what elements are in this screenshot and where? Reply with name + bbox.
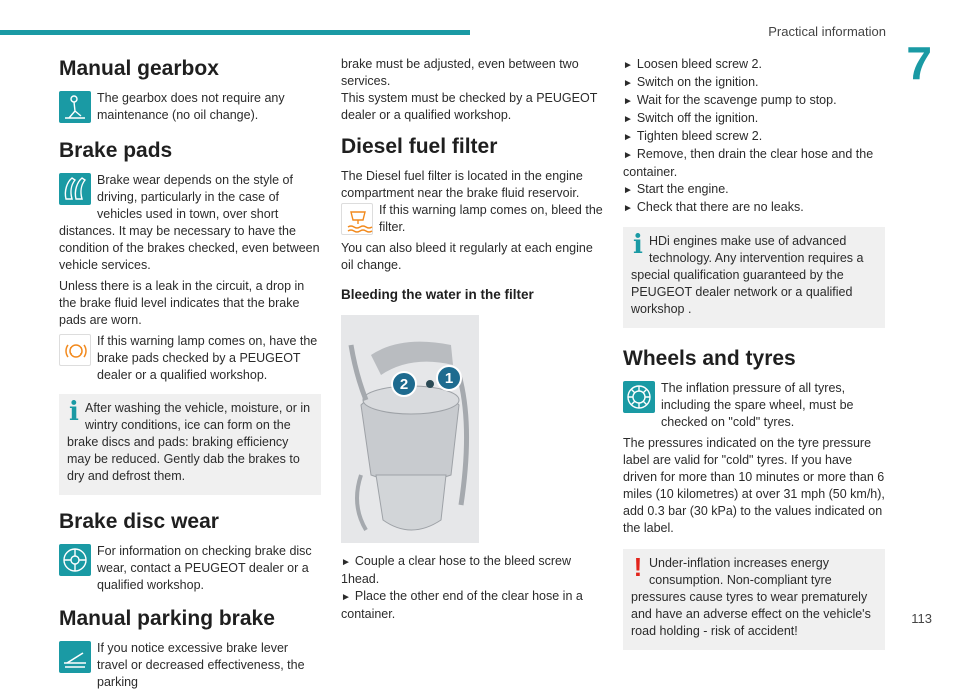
step-5: ► Tighten bleed screw 2. — [623, 129, 763, 143]
heading-diesel-fuel-filter: Diesel fuel filter — [341, 135, 498, 158]
heading-brake-disc-wear: Brake disc wear — [59, 510, 219, 533]
brake-disc-note — [59, 543, 321, 594]
step-4: ► Switch off the ignition. — [623, 111, 759, 125]
fuel-filter-illustration — [341, 315, 479, 543]
hdi-info-box — [623, 227, 885, 328]
step-7: ► Start the engine. — [623, 182, 729, 196]
bleed-step-2: ► Place the other end of the clear hose in a container. — [341, 589, 583, 621]
step-3: ► Wait for the scavenge pump to stop. — [623, 93, 837, 107]
brake-disc-text: For information on checking brake disc wear, contact a PEUGEOT dealer or a qualified workshop. — [97, 544, 312, 592]
parking-brake-text: If you notice excessive brake lever travel or decreased effectiveness, the parking — [97, 641, 305, 689]
tyre-warning-box — [623, 549, 885, 650]
water-lamp-note — [341, 202, 603, 236]
tyres-note — [623, 380, 885, 431]
tyres-text-2: The pressures indicated on the tyre pressure label are valid for "cold" tyres. If you have driven for more than 10 minutes or more than 6 miles (10 kilometres) at over 31 mph (50 km/h), add 0.3 bar (30 kPa) to the values indicated on the label. — [623, 436, 885, 535]
step-6: ► Remove, then drain the clear hose and the container. — [623, 147, 874, 179]
gearbox-note — [59, 90, 321, 124]
parking-brake-icon — [59, 641, 91, 673]
water-in-fuel-icon — [341, 203, 373, 235]
heading-manual-gearbox: Manual gearbox — [59, 57, 219, 80]
warning-icon: ! — [633, 552, 643, 582]
brake-lamp-text: If this warning lamp comes on, have the brake pads checked by a PEUGEOT dealer or a qualified workshop. — [97, 334, 318, 382]
gearbox-text: The gearbox does not require any maintenance (no oil change). — [97, 91, 285, 122]
brake-pad-icon — [59, 173, 91, 205]
step-1: ► Loosen bleed screw 2. — [623, 57, 762, 71]
brake-info-box — [59, 394, 321, 495]
brake-lamp-note — [59, 333, 321, 384]
page-number: 113 — [911, 611, 932, 626]
diesel-filter-text: The Diesel fuel filter is located in the engine compartment near the brake fluid reservoir. — [341, 169, 583, 200]
step-2: ► Switch on the ignition. — [623, 75, 759, 89]
callout-2: 2 — [399, 376, 409, 393]
parking-brake-continued: brake must be adjusted, even between two services. — [341, 57, 579, 88]
brake-pads-note — [59, 172, 321, 274]
parking-brake-note — [59, 640, 321, 691]
column-1 — [59, 56, 321, 695]
heading-manual-parking-brake: Manual parking brake — [59, 607, 275, 630]
brake-pads-text-2: Unless there is a leak in the circuit, a drop in the brake fluid level indicates that the brake pads are worn. — [59, 279, 305, 327]
heading-bleeding-water: Bleeding the water in the filter — [341, 287, 534, 302]
tyre-icon — [623, 381, 655, 413]
section-title: Practical information — [768, 24, 886, 39]
diesel-filter-text-2: You can also bleed it regularly at each engine oil change. — [341, 241, 593, 272]
parking-brake-check: This system must be checked by a PEUGEOT dealer or a qualified workshop. — [341, 91, 598, 122]
water-lamp-text: If this warning lamp comes on, bleed the filter. — [379, 203, 603, 234]
brake-disc-icon — [59, 544, 91, 576]
bleed-step-1: ► Couple a clear hose to the bleed screw 1head. — [341, 554, 572, 586]
brake-lamp-icon — [59, 334, 91, 366]
info-icon: i — [633, 230, 643, 260]
column-3 — [623, 56, 885, 664]
brake-info-text: After washing the vehicle, moisture, or in wintry conditions, ice can form on the brake discs and pads: braking efficiency may be reduced. Gently dab the brakes to dry and defrost them. — [67, 401, 311, 483]
tyre-warning-text: Under-inflation increases energy consumption. Non-compliant tyre pressures cause tyres to wear prematurely and have an adverse effect on the vehicle's road holding - risk of accident! — [631, 556, 871, 638]
column-2 — [341, 56, 603, 623]
callout-1: 1 — [444, 370, 454, 387]
tyres-text-1: The inflation pressure of all tyres, including the spare wheel, must be checked on "cold" tyres. — [661, 381, 854, 429]
info-icon: i — [69, 397, 79, 427]
hdi-info-text: HDi engines make use of advanced technology. Any intervention requires a special qualification guaranteed by the PEUGEOT dealer network or a qualified workshop . — [631, 234, 864, 316]
gearbox-icon — [59, 91, 91, 123]
chapter-number: 7 — [906, 37, 932, 89]
brake-pads-text-1: Brake wear depends on the style of driving, particularly in the case of vehicles used in town, over short distances. It may be necessary to have the condition of the brakes checked, even between vehicle services. — [59, 173, 320, 272]
step-8: ► Check that there are no leaks. — [623, 200, 804, 214]
top-accent-bar — [0, 30, 470, 35]
heading-brake-pads: Brake pads — [59, 139, 173, 162]
heading-wheels-and-tyres: Wheels and tyres — [623, 347, 796, 370]
